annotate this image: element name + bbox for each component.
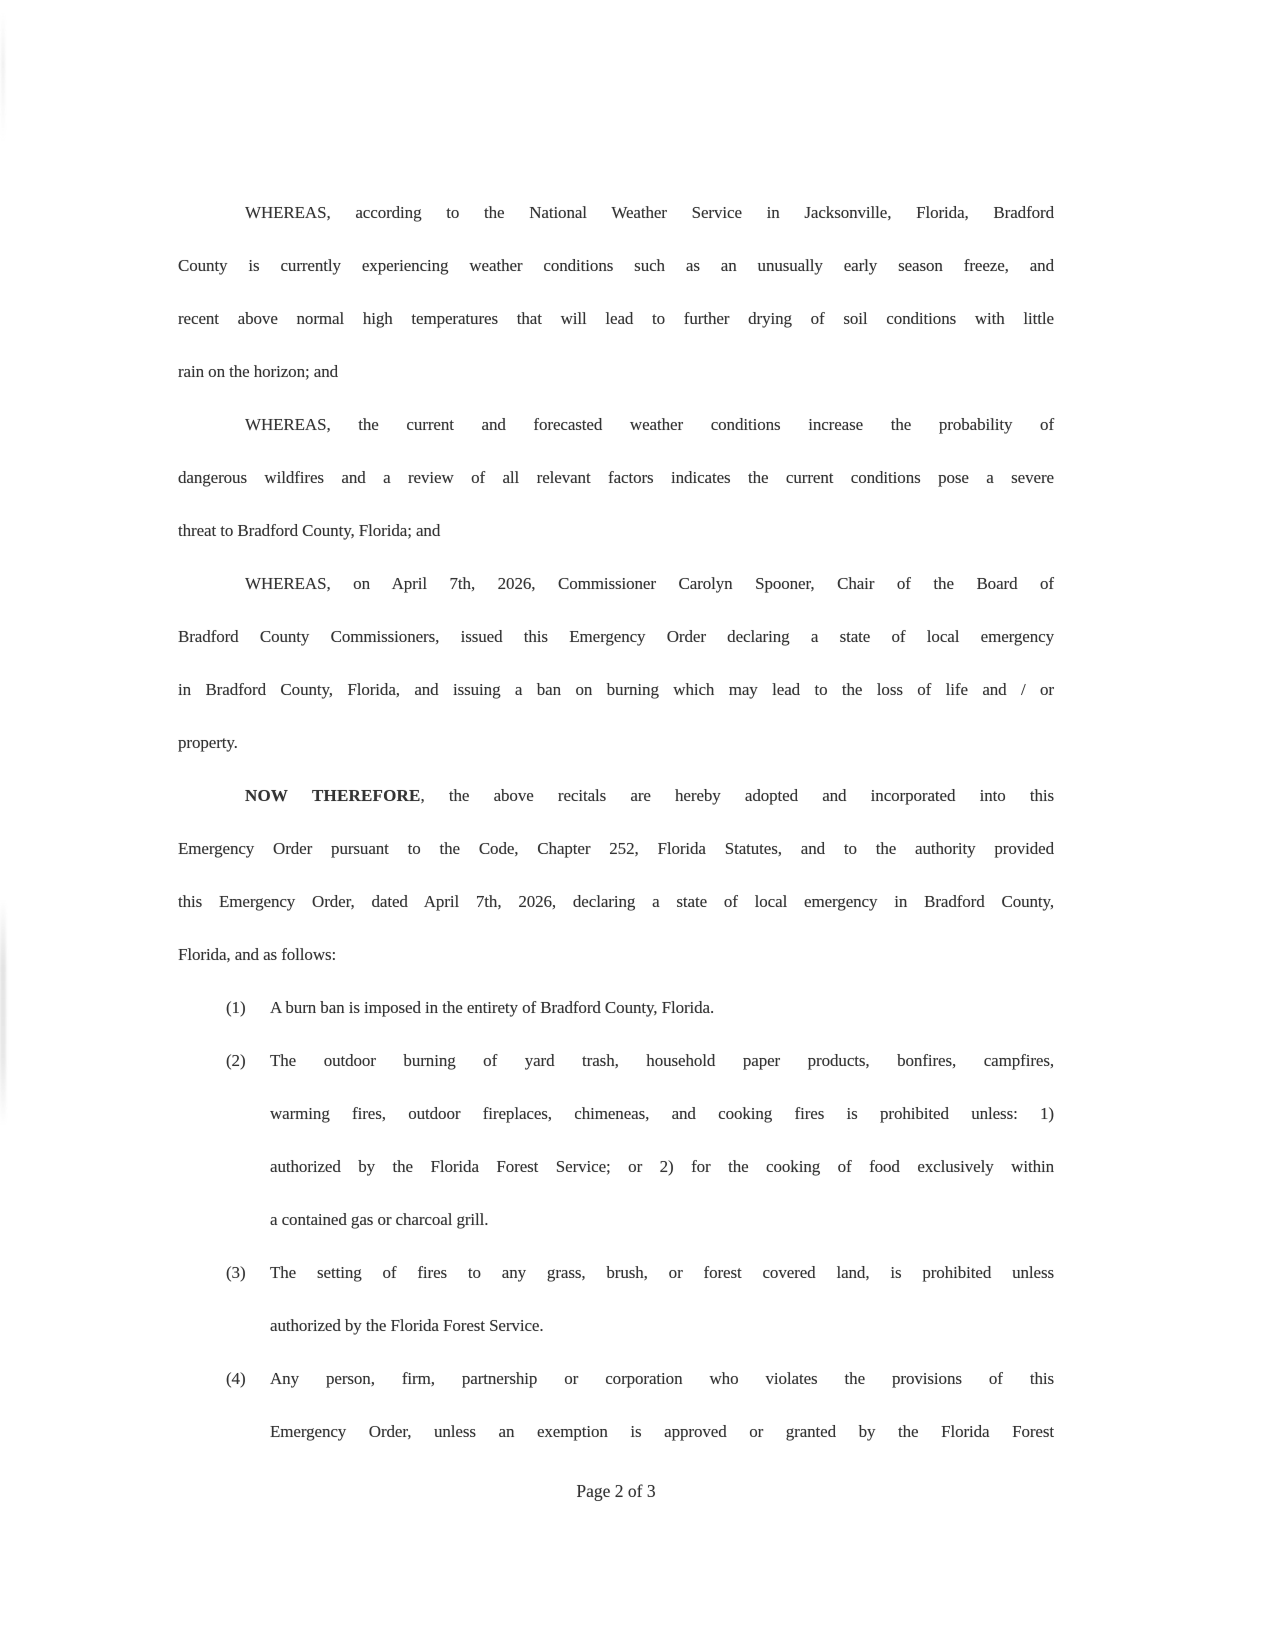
list-item-marker: (3) bbox=[226, 1263, 246, 1282]
list-item-marker: (2) bbox=[226, 1051, 246, 1070]
text-line: property. bbox=[178, 733, 238, 752]
text-line: recent above normal high temperatures that will lead to further drying of soil conditions with little bbox=[178, 309, 1054, 328]
paragraph bbox=[178, 769, 1054, 981]
text-line: Florida, and as follows: bbox=[178, 945, 337, 964]
text-line: WHEREAS, the current and forecasted weather conditions increase the probability of bbox=[245, 415, 1054, 434]
list-item bbox=[178, 1246, 1054, 1352]
text-line: County is currently experiencing weather conditions such as an unusually early season freeze, and bbox=[178, 256, 1054, 275]
list-item-marker: (1) bbox=[226, 998, 246, 1017]
text-line: threat to Bradford County, Florida; and bbox=[178, 521, 441, 540]
list-item bbox=[178, 1034, 1054, 1246]
text-line: (3) The setting of fires to any grass, brush, or forest covered land, is prohibited unless bbox=[270, 1246, 1054, 1299]
page-number: Page 2 of 3 bbox=[576, 1481, 656, 1501]
paragraph bbox=[178, 186, 1054, 398]
text-line: a contained gas or charcoal grill. bbox=[270, 1210, 489, 1229]
list-item bbox=[178, 1352, 1054, 1458]
list-item-marker: (4) bbox=[226, 1369, 246, 1388]
text-line: (4) Any person, firm, partnership or corporation who violates the provisions of this bbox=[270, 1352, 1054, 1405]
paragraph bbox=[178, 557, 1054, 769]
text-line: (2) The outdoor burning of yard trash, household paper products, bonfires, campfires, bbox=[270, 1034, 1054, 1087]
text-line: Emergency Order, unless an exemption is approved or granted by the Florida Forest bbox=[270, 1422, 1054, 1441]
document-body bbox=[178, 186, 1054, 1458]
text-line: this Emergency Order, dated April 7th, 2026, declaring a state of local emergency in Bradford County, bbox=[178, 892, 1054, 911]
text-line: warming fires, outdoor fireplaces, chimeneas, and cooking fires is prohibited unless: 1) bbox=[270, 1104, 1054, 1123]
text-line: in Bradford County, Florida, and issuing a ban on burning which may lead to the loss of life and / or bbox=[178, 680, 1054, 699]
paragraph bbox=[178, 398, 1054, 557]
scan-artifact-top bbox=[1, 12, 5, 142]
text-line: WHEREAS, on April 7th, 2026, Commissioner Carolyn Spooner, Chair of the Board of bbox=[245, 574, 1054, 593]
text-line: Bradford County Commissioners, issued this Emergency Order declaring a state of local emergency bbox=[178, 627, 1054, 646]
text-line: dangerous wildfires and a review of all relevant factors indicates the current conditions pose a severe bbox=[178, 468, 1054, 487]
text-line: WHEREAS, according to the National Weather Service in Jacksonville, Florida, Bradford bbox=[245, 203, 1054, 222]
text-line: authorized by the Florida Forest Service; or 2) for the cooking of food exclusively within bbox=[270, 1157, 1054, 1176]
text-line: rain on the horizon; and bbox=[178, 362, 338, 381]
list-item bbox=[178, 981, 1054, 1034]
text-line: authorized by the Florida Forest Service. bbox=[270, 1316, 544, 1335]
bold-lead-text: NOW THEREFORE bbox=[245, 786, 421, 805]
text-line: Emergency Order pursuant to the Code, Chapter 252, Florida Statutes, and to the authority provided bbox=[178, 839, 1054, 858]
scan-artifact-left-edge bbox=[0, 900, 6, 1125]
text-line: NOW THEREFORE, the above recitals are hereby adopted and incorporated into this bbox=[245, 786, 1054, 805]
text-line: (1) A burn ban is imposed in the entirety of Bradford County, Florida. bbox=[270, 981, 1054, 1034]
